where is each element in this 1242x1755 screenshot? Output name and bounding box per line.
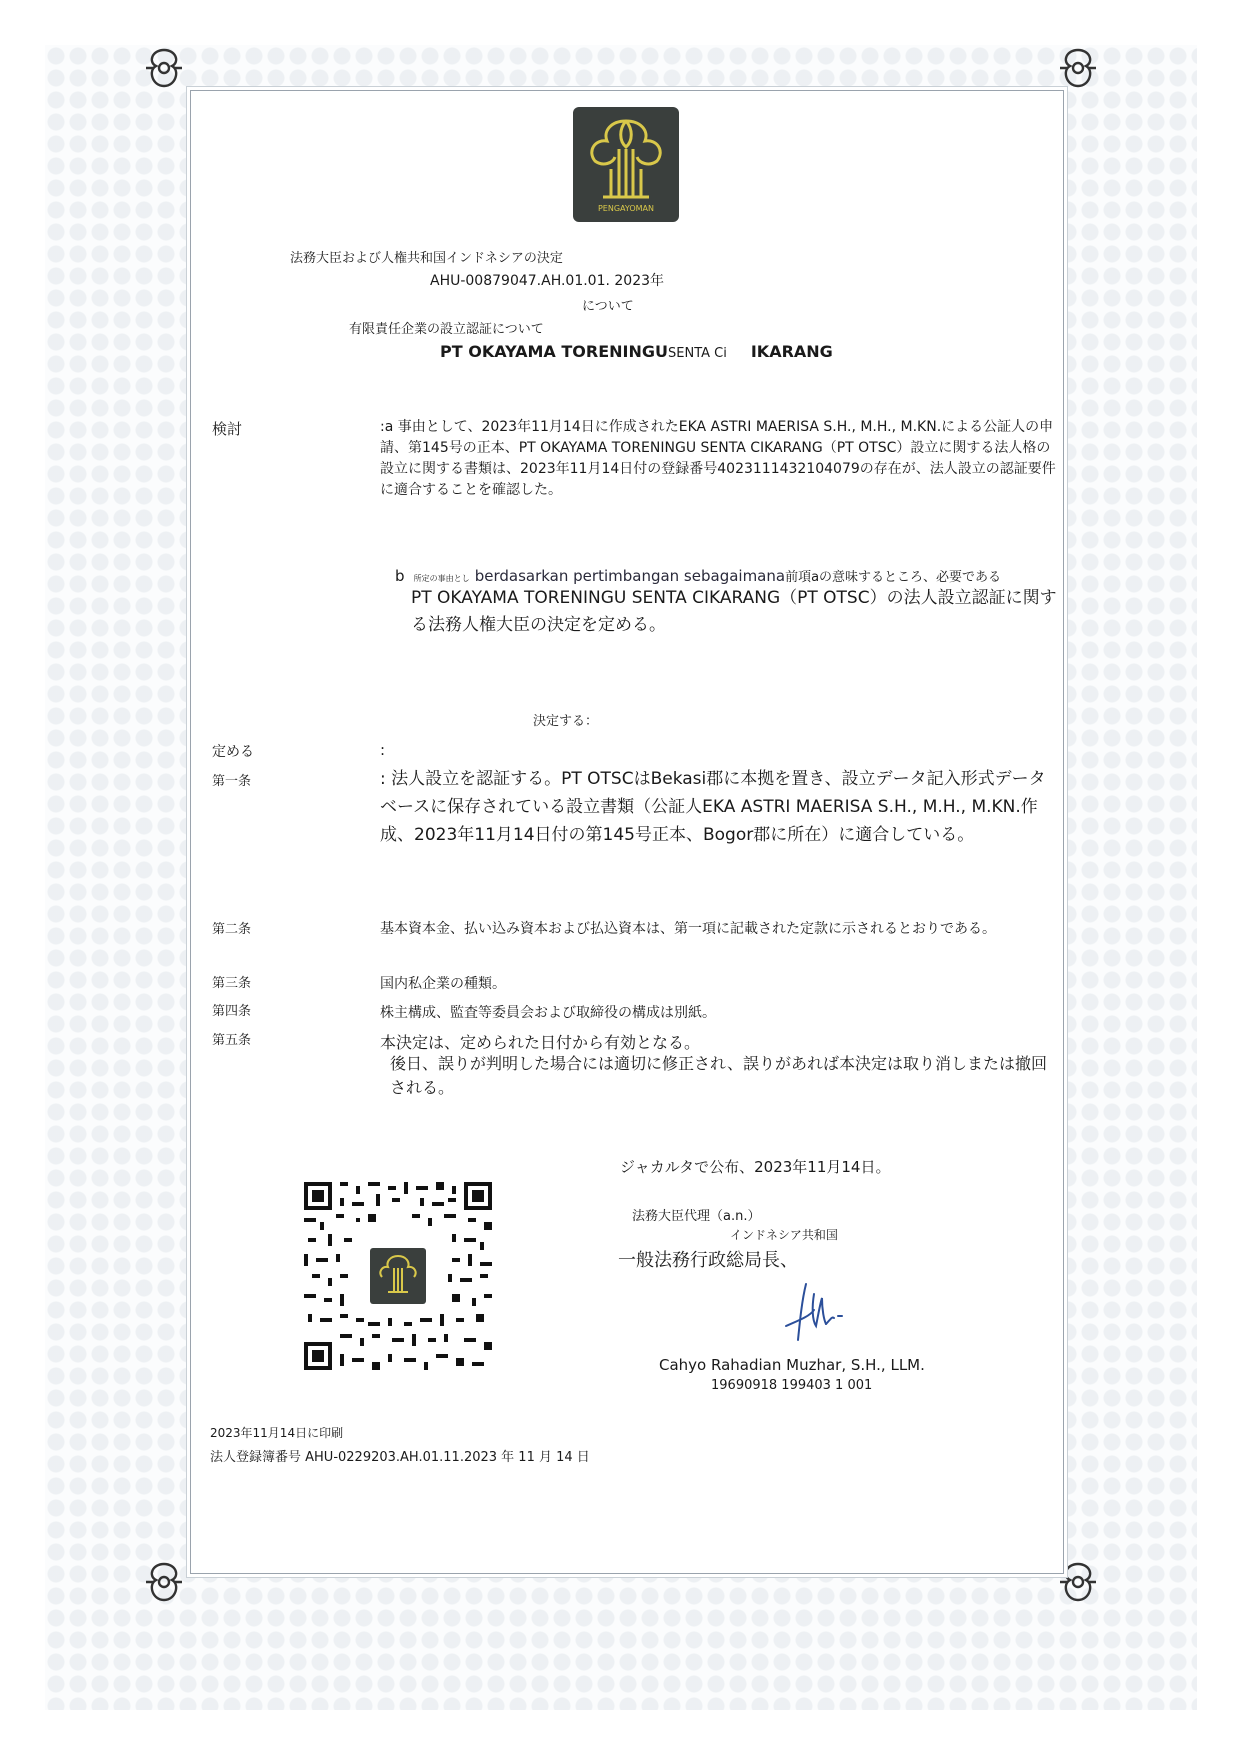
company-name-part1: PT OKAYAMA TORENINGU — [440, 342, 668, 361]
considering-para-b-main: PT OKAYAMA TORENINGU SENTA CIKARANG（PT OTSC）の法人設立認証に関する法務人権大臣の決定を定める。 — [411, 588, 1057, 635]
article-1-label: 第一条 — [212, 774, 252, 789]
considering-para-b-intro — [395, 566, 1001, 585]
office-title: 一般法務行政総局長、 — [618, 1250, 798, 1271]
registry-number: 法人登録簿番号 AHU-0229203.AH.01.11.2023 年 11 月 14 日 — [210, 1450, 590, 1465]
promulgation-line: ジャカルタで公布、2023年11月14日。 — [620, 1158, 891, 1176]
signature-image — [780, 1280, 860, 1346]
decree-number: AHU-00879047.AH.01.01. 2023年 — [430, 273, 665, 289]
para-b-rest: 前項aの意味するところ、必要である — [785, 570, 1002, 585]
company-name — [440, 342, 833, 361]
considering-label: 検討 — [212, 420, 243, 438]
stipulate-label: 定める — [212, 744, 254, 760]
decides-heading: 決定する： — [533, 714, 599, 729]
article-4-label: 第四条 — [212, 1004, 252, 1019]
article-4-text: 株主構成、監査等委員会および取締役の構成は別紙。 — [380, 1005, 716, 1021]
pengayoman-logo — [573, 107, 679, 222]
article-5-text: 本決定は、定められた日付から有効となる。 — [380, 1033, 701, 1052]
stipulate-colon: : — [380, 741, 386, 759]
on-behalf-line: 法務大臣代理（a.n.） — [632, 1209, 761, 1224]
article-1-text: : 法人設立を認証する。PT OTSCはBekasi郡に本拠を置き、設立データ記入形式データベースに保存されている設立書類（公証人EKA ASTRI MAERISA S.H., M.H., M.KN.作成、2023年11月14日付の第145号正本、Bogor郡に所在）に適合している。 — [380, 769, 1046, 845]
printed-date: 2023年11月14日に印刷 — [210, 1426, 344, 1440]
company-name-part3: IKARANG — [750, 342, 833, 361]
signatory-name: Cahyo Rahadian Muzhar, S.H., LLM. — [659, 1356, 925, 1374]
article-2-label: 第二条 — [212, 922, 252, 937]
corner-ornament-icon — [142, 46, 186, 90]
corner-ornament-icon — [142, 1560, 186, 1604]
article-5-text-continued: 後日、誤りが判明した場合には適切に修正され、誤りがあれば本決定は取り消しまたは撤回される。 — [390, 1054, 1047, 1097]
article-5-label: 第五条 — [212, 1033, 252, 1048]
para-b-indonesian: berdasarkan pertimbangan sebagaimana — [474, 567, 786, 585]
company-name-part2: SENTA Ci — [668, 346, 727, 361]
article-3-label: 第三条 — [212, 976, 252, 991]
considering-para-a: :a 事由として、2023年11月14日に作成されたEKA ASTRI MAERISA S.H., M.H., M.KN.による公証人の申請、第145号の正本、PT OKAYAMA TORENINGU SENTA CIKARANG（PT OTSC）設立に関する法人格の設立に関する書類は、2023年11月14日付の登録番号4023111432104079の存在が、法人設立の認証要件に適合することを確認した。 — [380, 419, 1056, 498]
para-b-tiny: 所定の事由とし — [413, 574, 470, 583]
article-2-text: 基本資本金、払い込み資本および払込資本は、第一項に記載された定款に示されるとおりである。 — [380, 921, 996, 937]
decree-title: 法務大臣および人権共和国インドネシアの決定 — [290, 251, 563, 266]
qr-code — [304, 1182, 492, 1370]
article-3-text: 国内私企業の種類。 — [380, 976, 506, 992]
corner-ornament-icon — [1056, 46, 1100, 90]
decree-subject: 有限責任企業の設立認証について — [349, 322, 544, 337]
signatory-nip: 19690918 199403 1 001 — [711, 1378, 873, 1393]
about-label: について — [582, 299, 634, 314]
svg-text:PENGAYOMAN: PENGAYOMAN — [597, 204, 655, 213]
para-b-marker: b — [395, 567, 405, 585]
republic-line: インドネシア共和国 — [730, 1228, 838, 1242]
